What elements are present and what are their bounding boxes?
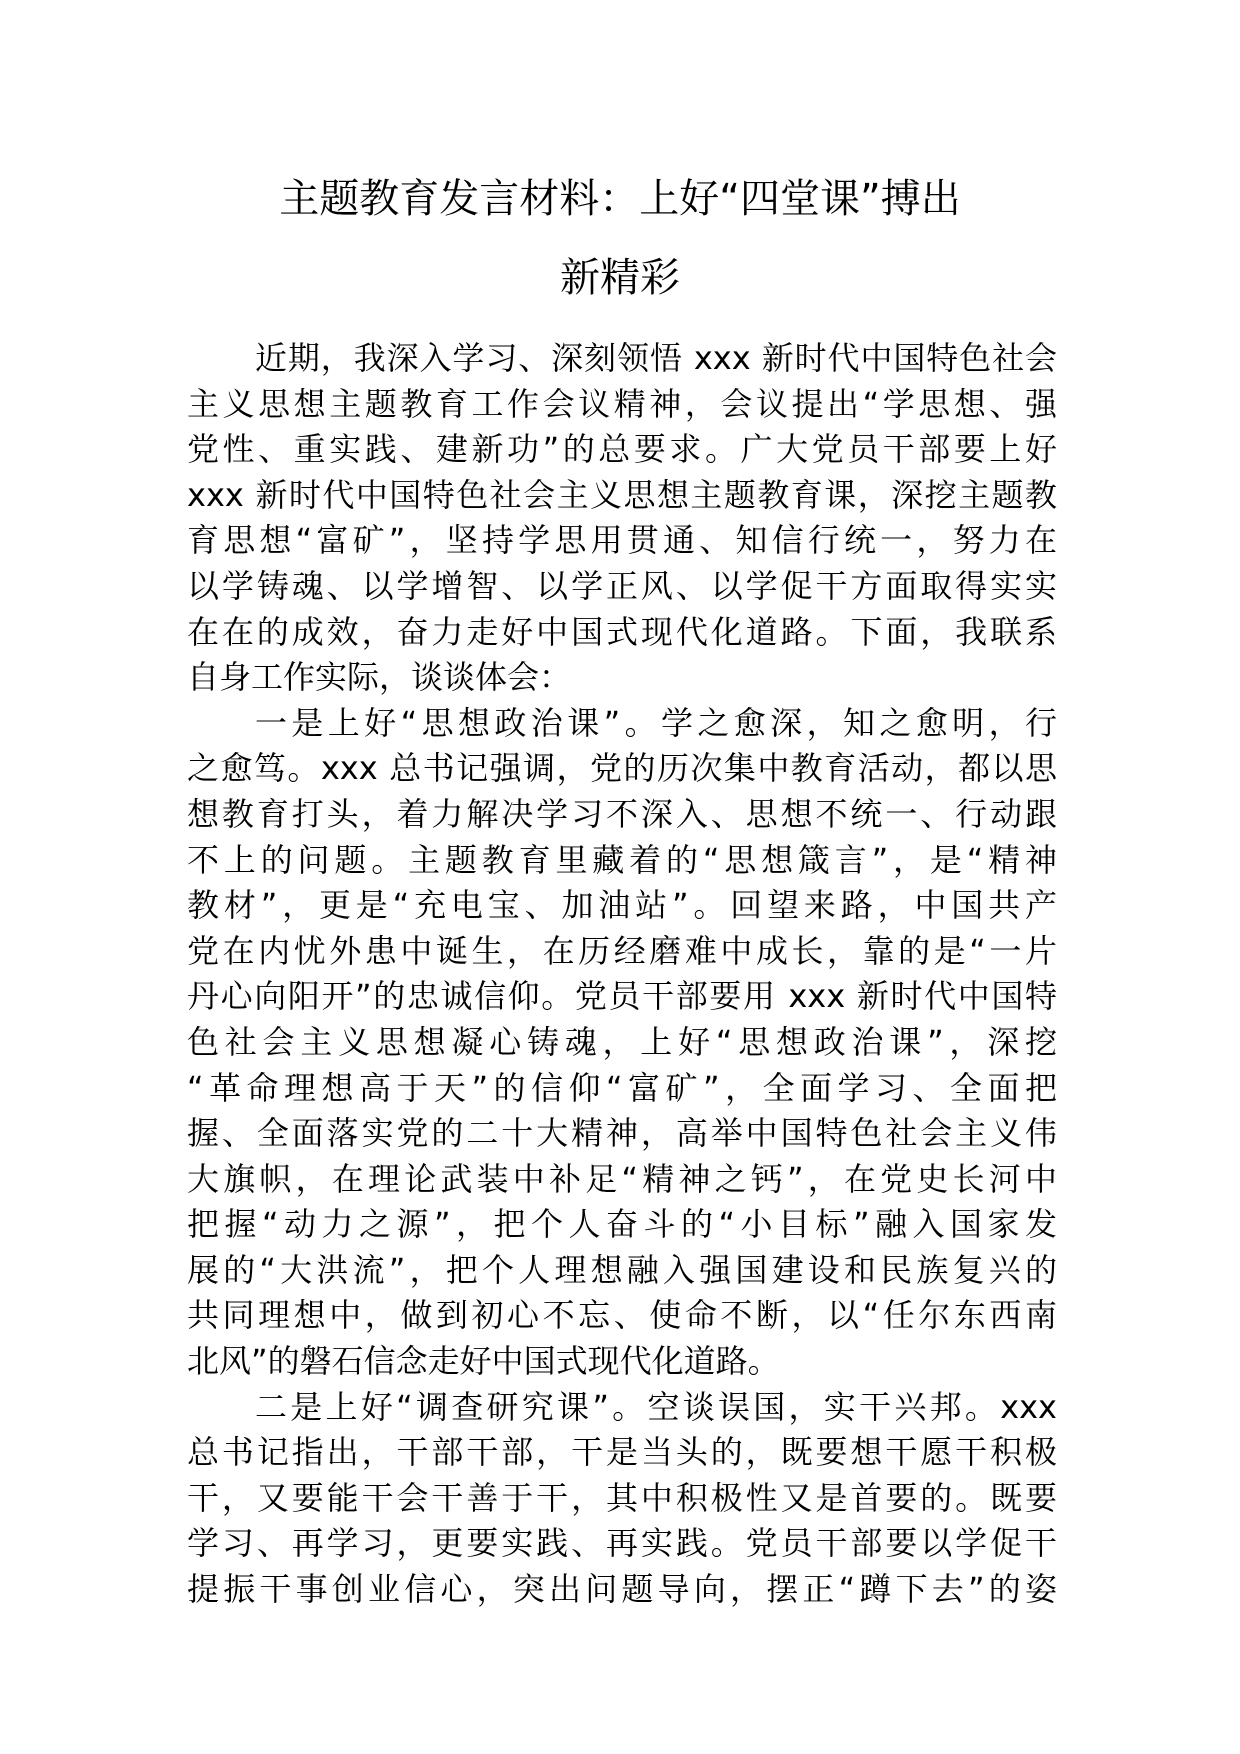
document-title-line-2: 新精彩 (560, 255, 680, 301)
paragraph-2-line-12: 把握“动力之源”，把个人奋斗的“小目标”融入国家发 (187, 1205, 1057, 1244)
paragraph-1-line-8: 自身工作实际，谈谈体会： (187, 658, 572, 697)
paragraph-1-line-1: 近期，我深入学习、深刻领悟 xxx 新时代中国特色社会 (255, 339, 1057, 377)
paragraph-3-line-4: 学习、再学习，更要实践、再实践。党员干部要以学促干 (187, 1524, 1057, 1563)
paragraph-1-line-2: 主义思想主题教育工作会议精神，会议提出“学思想、强 (187, 384, 1057, 423)
paragraph-2-line-3: 想教育打头，着力解决学习不深入、思想不统一、行动跟 (187, 794, 1057, 833)
paragraph-2-line-9: “革命理想高于天”的信仰“富矿”，全面学习、全面把 (187, 1068, 1057, 1107)
paragraph-2-line-7: 丹心向阳开”的忠诚信仰。党员干部要用 xxx 新时代中国特 (187, 977, 1057, 1016)
document-body (187, 336, 1057, 1613)
paragraph-2-line-11: 大旗帜，在理论武装中补足“精神之钙”，在党史长河中 (187, 1159, 1057, 1198)
paragraph-3-line-1: 二是上好“调查研究课”。空谈误国，实干兴邦。xxx (255, 1387, 1057, 1426)
paragraph-2-line-10: 握、全面落实党的二十大精神，高举中国特色社会主义伟 (187, 1114, 1057, 1153)
paragraph-2-line-8: 色社会主义思想凝心铸魂，上好“思想政治课”，深挖 (187, 1022, 1057, 1061)
paragraph-2-line-14: 共同理想中，做到初心不忘、使命不断，以“任尔东西南 (187, 1296, 1057, 1335)
document-title-line-1: 主题教育发言材料：上好“四堂课”搏出 (279, 176, 961, 222)
paragraph-2-line-4: 不上的问题。主题教育里藏着的“思想箴言”，是“精神 (187, 840, 1057, 879)
paragraph-2-line-5: 教材”，更是“充电宝、加油站”。回望来路，中国共产 (187, 886, 1057, 925)
paragraph-1-line-3: 党性、重实践、建新功”的总要求。广大党员干部要上好 (187, 430, 1057, 469)
paragraph-1-line-6: 以学铸魂、以学增智、以学正风、以学促干方面取得实实 (187, 566, 1057, 605)
paragraph-1-line-7: 在在的成效，奋力走好中国式现代化道路。下面，我联系 (187, 612, 1057, 651)
paragraph-2-line-1: 一是上好“思想政治课”。学之愈深，知之愈明，行 (255, 703, 1057, 742)
paragraph-3-line-3: 干，又要能干会干善于干，其中积极性又是首要的。既要 (187, 1478, 1057, 1517)
paragraph-1-line-4: xxx 新时代中国特色社会主义思想主题教育课，深挖主题教 (187, 475, 1057, 514)
paragraph-2-line-2: 之愈笃。xxx 总书记强调，党的历次集中教育活动，都以思 (187, 749, 1057, 788)
paragraph-2-line-13: 展的“大洪流”，把个人理想融入强国建设和民族复兴的 (187, 1250, 1057, 1289)
paragraph-2-line-15: 北风”的磐石信念走好中国式现代化道路。 (187, 1342, 780, 1381)
paragraph-3-line-2: 总书记指出，干部干部，干是当头的，既要想干愿干积极 (187, 1433, 1057, 1472)
paragraph-3-line-5: 提振干事创业信心，突出问题导向，摆正“蹲下去”的姿 (187, 1570, 1057, 1609)
paragraph-1-line-5: 育思想“富矿”，坚持学思用贯通、知信行统一，努力在 (187, 521, 1057, 560)
paragraph-2-line-6: 党在内忧外患中诞生，在历经磨难中成长，靠的是“一片 (187, 931, 1057, 970)
